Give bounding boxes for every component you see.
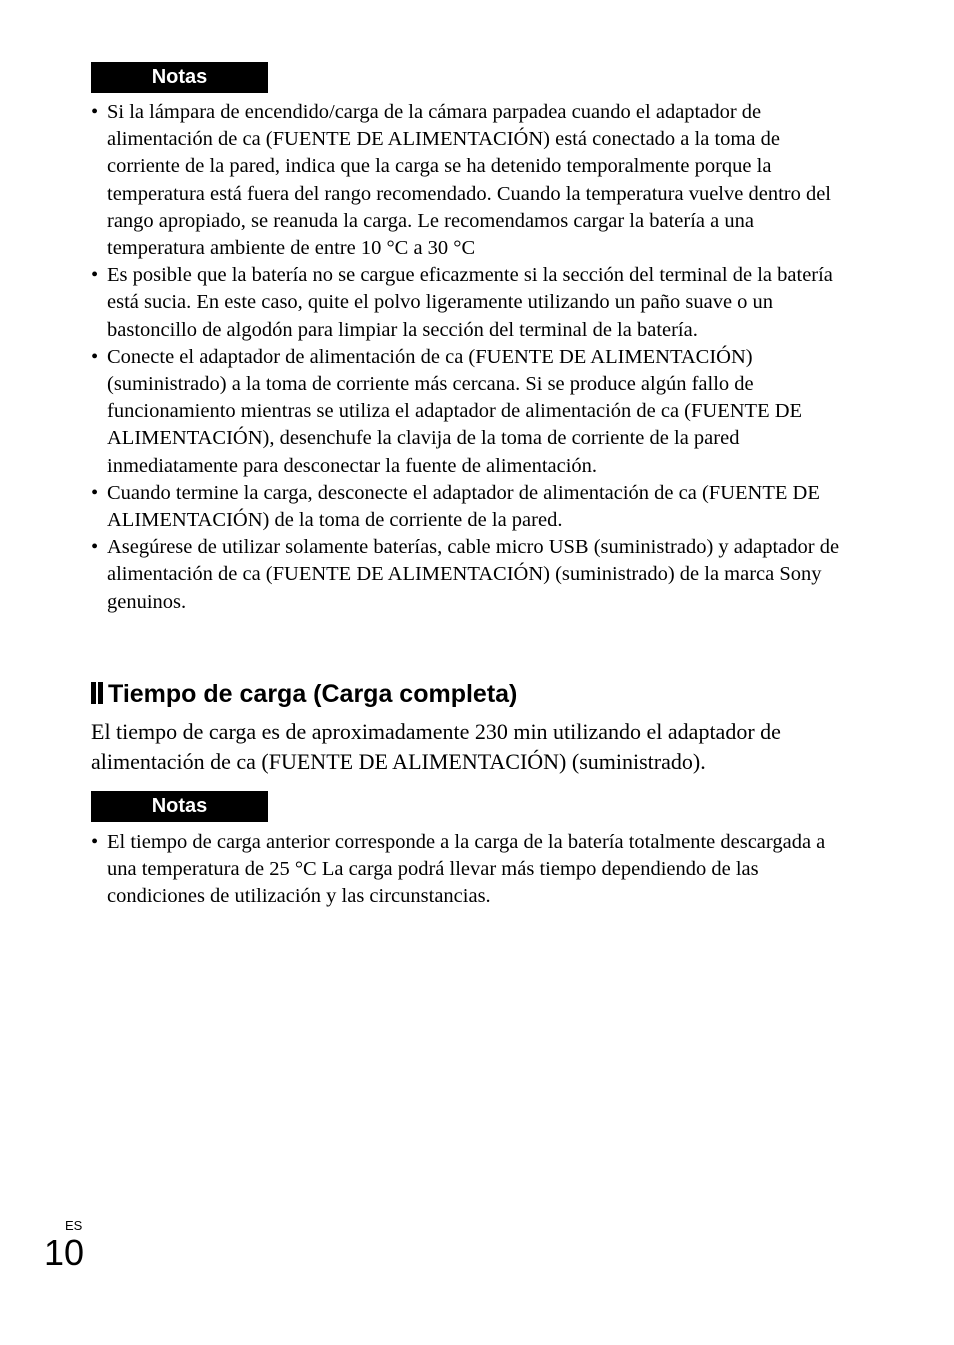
notes-badge: Notas — [91, 62, 268, 93]
section-heading-text: Tiempo de carga (Carga completa) — [108, 680, 518, 708]
notes-badge: Notas — [91, 791, 268, 822]
list-item: • Conecte el adaptador de alimentación de ca (FUENTE DE ALIMENTACIÓN) (suministrado) a la toma de corriente más cercana. Si se produce algún fallo de funcionamiento mientras se utiliza el adaptador de alimentación de ca (FUENTE DE ALIMENTACIÓN), desenchufe la clavija de la toma de corriente de la pared inmediatamente para desconectar la fuente de alimentación. — [91, 344, 851, 480]
language-code: ES — [65, 1218, 83, 1233]
notes-list — [91, 99, 851, 616]
page-number: 10 — [44, 1232, 85, 1273]
section-body: El tiempo de carga es de aproximadamente 230 min utilizando el adaptador de alimentación de ca (FUENTE DE ALIMENTACIÓN) (suministrado). — [91, 719, 781, 774]
section-marker-icon — [91, 682, 103, 704]
notes-list — [91, 829, 851, 911]
list-item: • El tiempo de carga anterior corresponde a la carga de la batería totalmente descargada a una temperatura de 25 °C La carga podrá llevar más tiempo dependiendo de las condiciones de utilización y las circunstancias. — [91, 829, 851, 911]
list-item: • Asegúrese de utilizar solamente baterías, cable micro USB (suministrado) y adaptador de alimentación de ca (FUENTE DE ALIMENTACIÓN) (suministrado) de la marca Sony genuinos. — [91, 534, 851, 616]
list-item: • Cuando termine la carga, desconecte el adaptador de alimentación de ca (FUENTE DE ALIMENTACIÓN) de la toma de corriente de la pared. — [91, 480, 851, 534]
section-heading — [91, 677, 517, 711]
list-item: • Si la lámpara de encendido/carga de la cámara parpadea cuando el adaptador de alimentación de ca (FUENTE DE ALIMENTACIÓN) está conectado a la toma de corriente de la pared, indica que la carga se ha detenido temporalmente porque la temperatura está fuera del rango recomendado. Cuando la temperatura vuelve dentro del rango apropiado, se reanuda la carga. Le recomendamos cargar la batería a una temperatura ambiente de entre 10 °C a 30 °C — [91, 99, 851, 262]
list-item: • Es posible que la batería no se cargue eficazmente si la sección del terminal de la batería está sucia. En este caso, quite el polvo ligeramente utilizando un paño suave o un bastoncillo de algodón para limpiar la sección del terminal de la batería. — [91, 262, 851, 344]
